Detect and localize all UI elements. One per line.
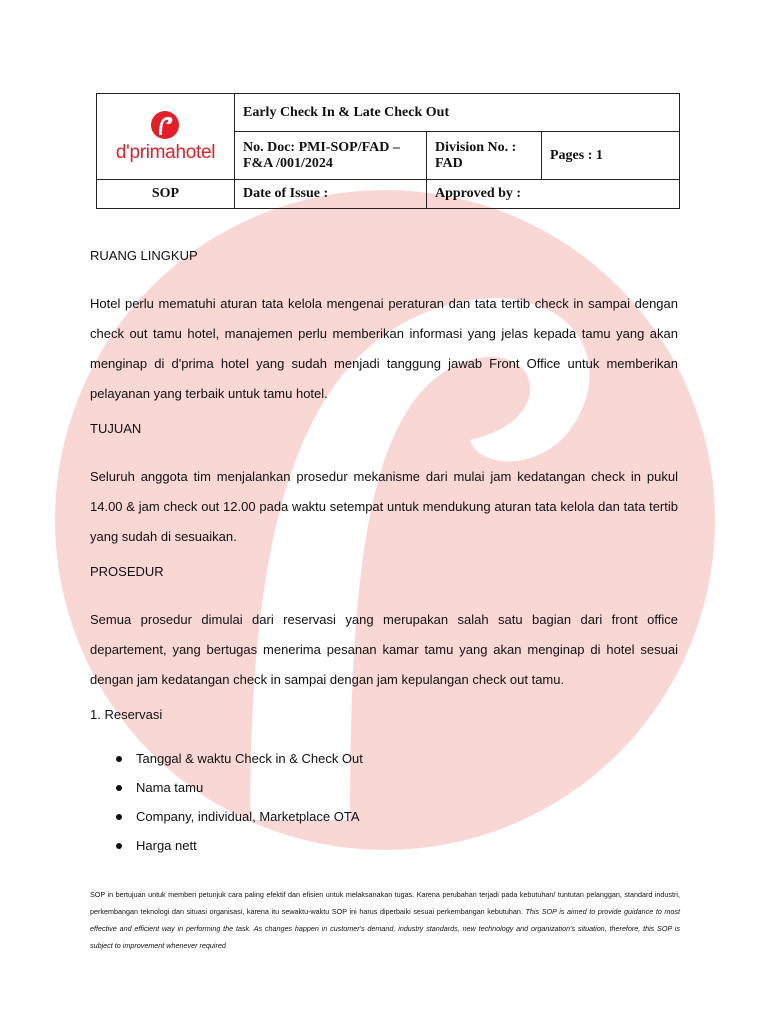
list-item: Tanggal & waktu Check in & Check Out xyxy=(116,744,678,773)
paragraph-tujuan: Seluruh anggota tim menjalankan prosedur mekanisme dari mulai jam kedatangan check in pukul 14.00 & jam check out 12.00 pada waktu setempat untuk mendukung aturan tata kelola dan tata tertib yang sudah di sesuaikan. xyxy=(90,469,678,544)
heading-tujuan: TUJUAN xyxy=(90,421,142,436)
footer-english: This SOP is aimed to provide guidance to most effective and efficient way in performing the task. As changes happen in customer's demand, industry standards, new technology and organization's situation, therefore, this SOP is subject to improvement whenever required xyxy=(90,907,681,950)
hotel-logo xyxy=(116,110,215,164)
sop-label: SOP xyxy=(97,180,235,209)
bullet-icon xyxy=(116,785,122,791)
paragraph-prosedur: Semua prosedur dimulai dari reservasi yang merupakan salah satu bagian dari front office departement, yang bertugas menerima pesanan kamar tamu yang akan menginap di hotel sesuai dengan jam kedatangan check in sampai dengan jam kepulangan check out tamu. xyxy=(90,612,678,687)
heading-ruang-lingkup: RUANG LINGKUP xyxy=(90,248,198,263)
document-header-table xyxy=(96,93,680,209)
list-item: Company, individual, Marketplace OTA xyxy=(116,802,678,831)
bullet-icon xyxy=(116,756,122,762)
list-item: Harga nett xyxy=(116,831,678,860)
logo-mark-icon xyxy=(150,110,180,140)
footer-note xyxy=(90,886,680,954)
pages-count: Pages : 1 xyxy=(542,132,680,180)
bullet-icon xyxy=(116,843,122,849)
logo-wordmark: d'primahotel xyxy=(115,141,216,163)
logo-cell xyxy=(97,94,235,180)
document-body xyxy=(90,248,678,860)
document-number: No. Doc: PMI-SOP/FAD – F&A /001/2024 xyxy=(235,132,427,180)
heading-reservasi: 1. Reservasi xyxy=(90,707,163,722)
document-title: Early Check In & Late Check Out xyxy=(235,94,680,132)
paragraph-ruang-lingkup: Hotel perlu mematuhi aturan tata kelola mengenai peraturan dan tata tertib check in sampai dengan check out tamu hotel, manajemen perlu memberikan informasi yang jelas kepada tamu yang akan menginap di d'prima hotel yang sudah menjadi tanggung jawab Front Office untuk memberikan pelayanan yang terbaik untuk tamu hotel. xyxy=(90,296,678,401)
bullet-icon xyxy=(116,814,122,820)
heading-prosedur: PROSEDUR xyxy=(90,564,164,579)
date-of-issue: Date of Issue : xyxy=(235,180,427,209)
reservasi-list xyxy=(116,744,678,860)
approved-by: Approved by : xyxy=(427,180,680,209)
list-item: Nama tamu xyxy=(116,773,678,802)
division-number: Division No. : FAD xyxy=(427,132,542,180)
footer-indonesian: SOP in bertujuan untuk memberi petunjuk cara paling efektif dan efisien untuk melaksanakan tugas. Karena perubahan terjadi pada kebutuhan/ tuntutan pelanggan, standard industri, perkembangan teknologi dan situasi organisasi, karena itu sewaktu-waktu SOP ini harus diperbaiki sesuai perkembangan kebutuhan. xyxy=(90,890,680,916)
